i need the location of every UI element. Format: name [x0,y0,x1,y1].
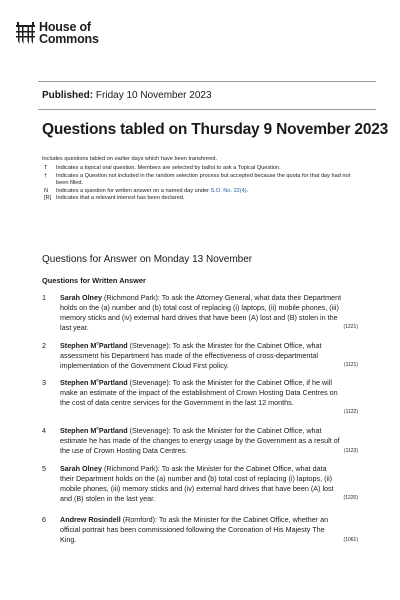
legend-symbol: N [44,187,49,194]
question-ref: (1122) [343,409,358,415]
member-name: Stephen $M^cPartland$ [60,425,128,435]
constituency: (Romford): [120,515,159,524]
constituency: (Richmond Park): [101,293,162,302]
member-name: Stephen $M^cPartland$ [60,377,128,387]
question-text: To ask the Minister for the Cabinet Office, what data their Department holds on the (a) number and (b) total cost of replacing (i) laptops, (ii) mobile phones, (iii) memory sticks and (iv) external hard drives that have been (A) lost and (B) stolen in the last year. [60,464,334,503]
question-number: 4 [42,426,46,435]
question-ref: (1220) [343,495,358,501]
legend-item [42,173,362,188]
legend-text-end: . [246,187,249,194]
question-text: To ask the Minister for the Cabinet Office, what assessment his Department has made of the effectiveness of cross-departmental implementation of the Government Cloud First policy. [60,341,322,370]
question-ref: (1123) [343,448,358,454]
question-number: 2 [42,341,46,350]
legend-item [42,195,362,203]
constituency: (Richmond Park): [101,464,162,473]
question-text: To ask the Attorney General, what data their Department holds on the (a) number and (b) total cost of replacing (i) laptops, (ii) mobile phones, (iii) memory sticks and (iv) external hard drives that have been (A) lost and (B) stolen in the last year. [60,293,342,332]
divider-top [38,81,376,82]
portcullis-icon [16,22,35,44]
question-text: To ask the Minister for the Cabinet Office, whether an official portrait has been commissioned following the Coronation of His Majesty The King. [60,515,329,544]
divider-bottom [38,109,376,110]
legend-item [42,165,362,173]
question-number: 1 [42,293,46,302]
member-name: Andrew Rosindell [60,515,121,524]
published-label: Published: [42,90,94,101]
question-text: To ask the Minister for the Cabinet Office, what estimate he has made of the changes to energy usage by the Government as a result of the use of Crown Hosting Data Centres. [60,426,340,455]
member-name: Stephen $M^cPartland$ [60,340,128,350]
constituency: (Stevenage): [127,378,173,387]
standing-order-link[interactable]: S.O. No. 22(4) [210,187,247,194]
question-ref: (1121) [343,362,358,368]
logo-line-1: House of [39,20,91,34]
constituency: (Stevenage): [127,341,173,350]
house-of-commons-logo [16,21,99,45]
member-name: Sarah Olney [60,464,102,473]
question-number: 6 [42,515,46,524]
legend-symbol: † [44,172,48,179]
logo-line-2: Commons [39,32,99,46]
member-name: Sarah Olney [60,293,102,302]
published-date: Friday 10 November 2023 [95,90,212,101]
legend-item [42,188,362,196]
question-number: 3 [42,378,46,387]
published-line [42,90,212,101]
legend-text: Indicates a question for written answer on a named day under [56,187,209,194]
question-number: 5 [42,464,46,473]
constituency: (Stevenage): [127,426,173,435]
legend-text: Indicates a Question not included in the random selection process but accepted because the quota for that day had not been filled. [56,172,351,187]
question-text: To ask the Minister for the Cabinet Office, if he will make an estimate of the impact of the establishment of Crown Hosting Data Centres on the cost of data centre services for the Government in the last 12 months. [60,378,338,407]
legend-text: Indicates a topical oral question. Members are selected by ballot to ask a Topical Question. [56,165,281,171]
legend-symbol: [R] [44,195,52,202]
question-ref: (1221) [343,324,358,330]
question-ref: (1061) [343,537,358,543]
page-title: Questions tabled on Thursday 9 November 2023 [42,121,389,138]
intro-text: Includes questions tabled on earlier days which have been transferred. [42,156,218,162]
subsection-title: Questions for Written Answer [42,276,146,285]
legend-text: Indicates that a relevant interest has been declared. [56,195,185,202]
section-title: Questions for Answer on Monday 13 November [42,254,253,265]
legend [42,165,362,203]
legend-symbol: T [44,165,48,171]
